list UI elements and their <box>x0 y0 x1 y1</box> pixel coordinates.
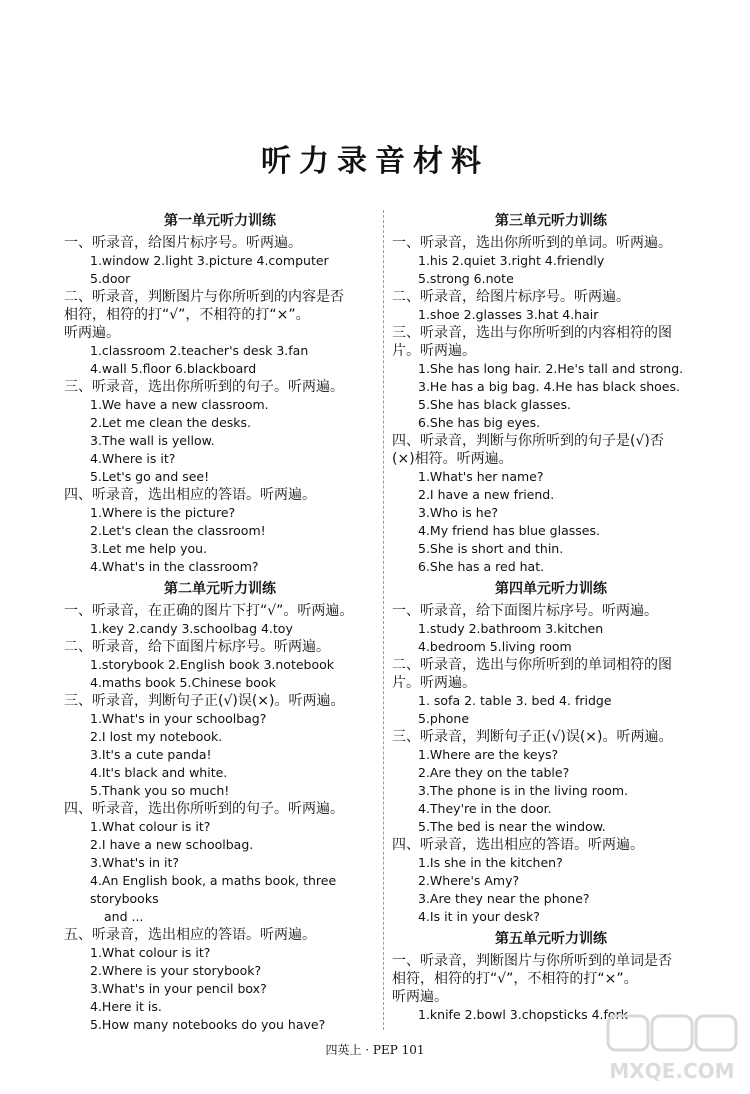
list-item: 3.What's in it? <box>90 855 180 870</box>
question-line: 二、听录音，选出与你所听到的单词相符的图 <box>392 657 672 673</box>
list-item: 2.Let's clean the classroom! <box>90 523 266 538</box>
question-line: 三、听录音，选出你所听到的句子。听两遍。 <box>64 379 344 395</box>
list-item: 2.I have a new schoolbag. <box>90 837 254 852</box>
list-item: 2.Where's Amy? <box>418 873 520 888</box>
watermark-logo-icon <box>602 1008 742 1088</box>
list-item: 4.An English book, a maths book, three storybooks <box>90 873 337 906</box>
list-item: 3.The wall is yellow. <box>90 433 215 448</box>
list-item: 1.We have a new classroom. <box>90 397 269 412</box>
list-item: 4.My friend has blue glasses. <box>418 523 600 538</box>
question-line: 一、听录音，给下面图片标序号。听两遍。 <box>392 603 658 619</box>
list-item: 1.Where are the keys? <box>418 747 559 762</box>
column-divider <box>383 210 384 1030</box>
list-item: 5.phone <box>418 711 470 726</box>
list-item: 1.key 2.candy 3.schoolbag 4.toy <box>90 621 293 636</box>
question-line: 听两遍。 <box>392 989 448 1005</box>
question-line: 四、听录音，选出相应的答语。听两遍。 <box>64 487 316 503</box>
list-item: 1.study 2.bathroom 3.kitchen <box>418 621 604 636</box>
list-item: 1.What's in your schoolbag? <box>90 711 267 726</box>
page-title: 听力录音材料 <box>261 144 489 179</box>
list-item: 5.door <box>90 271 131 286</box>
question-line: 一、听录音，在正确的图片下打“√”。听两遍。 <box>64 603 354 619</box>
question-line: 三、听录音，判断句子正(√)误(×)。听两遍。 <box>64 693 345 709</box>
unit-title: 第一单元听力训练 <box>164 213 276 229</box>
list-item: 1.Is she in the kitchen? <box>418 855 563 870</box>
list-item: 5.strong 6.note <box>418 271 514 286</box>
list-item: 5.Let's go and see! <box>90 469 210 484</box>
question-line: 相符，相符的打“√”，不相符的打“×”。 <box>392 971 638 987</box>
list-item: 6.She has big eyes. <box>418 415 541 430</box>
list-item: 5.The bed is near the window. <box>418 819 606 834</box>
list-item: 5.Thank you so much! <box>90 783 230 798</box>
list-item: and ... <box>104 909 144 924</box>
list-item: 1.shoe 2.glasses 3.hat 4.hair <box>418 307 599 322</box>
question-line: 相符，相符的打“√”，不相符的打“×”。 <box>64 307 310 323</box>
question-line: 听两遍。 <box>64 325 120 341</box>
list-item: 3.What's in your pencil box? <box>90 981 267 996</box>
list-item: 4.Where is it? <box>90 451 176 466</box>
question-line: 片。听两遍。 <box>392 675 476 691</box>
list-item: 3.Who is he? <box>418 505 499 520</box>
list-item: 1.his 2.quiet 3.right 4.friendly <box>418 253 605 268</box>
question-line: 四、听录音，选出相应的答语。听两遍。 <box>392 837 644 853</box>
list-item: 3.He has a big bag. 4.He has black shoes. <box>418 379 680 394</box>
list-item: 1. sofa 2. table 3. bed 4. fridge <box>418 693 612 708</box>
list-item: 1.knife 2.bowl 3.chopsticks 4.fork <box>418 1007 628 1022</box>
list-item: 5.How many notebooks do you have? <box>90 1017 326 1032</box>
list-item: 4.Is it in your desk? <box>418 909 540 924</box>
list-item: 5.She is short and thin. <box>418 541 564 556</box>
unit-title: 第二单元听力训练 <box>164 581 276 597</box>
question-line: 三、听录音，选出与你所听到的内容相符的图 <box>392 325 672 341</box>
list-item: 1.She has long hair. 2.He's tall and strong. <box>418 361 684 376</box>
list-item: 3.It's a cute panda! <box>90 747 212 762</box>
unit-title: 第五单元听力训练 <box>495 931 607 947</box>
left-column <box>64 208 376 1034</box>
list-item: 6.She has a red hat. <box>418 559 545 574</box>
list-item: 1.What colour is it? <box>90 819 211 834</box>
page-footer: 四英上 · PEP 101 <box>325 1043 425 1057</box>
list-item: 2.Are they on the table? <box>418 765 570 780</box>
list-item: 4.wall 5.floor 6.blackboard <box>90 361 257 376</box>
question-line: 二、听录音，判断图片与你所听到的内容是否 <box>64 289 344 305</box>
question-line: (×)相符。听两遍。 <box>392 451 513 467</box>
list-item: 3.The phone is in the living room. <box>418 783 629 798</box>
list-item: 1.storybook 2.English book 3.notebook <box>90 657 335 672</box>
unit-title: 第四单元听力训练 <box>495 581 607 597</box>
list-item: 1.What colour is it? <box>90 945 211 960</box>
list-item: 2.I have a new friend. <box>418 487 555 502</box>
question-line: 三、听录音，判断句子正(√)误(×)。听两遍。 <box>392 729 673 745</box>
list-item: 4.maths book 5.Chinese book <box>90 675 276 690</box>
list-item: 3.Are they near the phone? <box>418 891 590 906</box>
question-line: 一、听录音，选出你所听到的单词。听两遍。 <box>392 235 672 251</box>
list-item: 5.She has black glasses. <box>418 397 571 412</box>
question-line: 二、听录音，给下面图片标序号。听两遍。 <box>64 639 330 655</box>
question-line: 二、听录音，给图片标序号。听两遍。 <box>392 289 630 305</box>
list-item: 3.Let me help you. <box>90 541 208 556</box>
list-item: 1.What's her name? <box>418 469 544 484</box>
question-line: 四、听录音，选出你所听到的句子。听两遍。 <box>64 801 344 817</box>
question-line: 片。听两遍。 <box>392 343 476 359</box>
unit-title: 第三单元听力训练 <box>495 213 607 229</box>
list-item: 2.I lost my notebook. <box>90 729 223 744</box>
list-item: 4.They're in the door. <box>418 801 552 816</box>
list-item: 4.What's in the classroom? <box>90 559 259 574</box>
list-item: 4.Here it is. <box>90 999 162 1014</box>
question-line: 四、听录音，判断与你所听到的句子是(√)否 <box>392 433 664 449</box>
question-line: 一、听录音，给图片标序号。听两遍。 <box>64 235 302 251</box>
list-item: 2.Where is your storybook? <box>90 963 262 978</box>
list-item: 1.window 2.light 3.picture 4.computer <box>90 253 329 268</box>
list-item: 4.It's black and white. <box>90 765 228 780</box>
right-column <box>392 208 710 1024</box>
question-line: 一、听录音，判断图片与你所听到的单词是否 <box>392 953 672 969</box>
svg-text:MXQE.COM: MXQE.COM <box>609 1059 735 1083</box>
list-item: 2.Let me clean the desks. <box>90 415 252 430</box>
list-item: 4.bedroom 5.living room <box>418 639 572 654</box>
question-line: 五、听录音，选出相应的答语。听两遍。 <box>64 927 316 943</box>
list-item: 1.Where is the picture? <box>90 505 236 520</box>
list-item: 1.classroom 2.teacher's desk 3.fan <box>90 343 309 358</box>
